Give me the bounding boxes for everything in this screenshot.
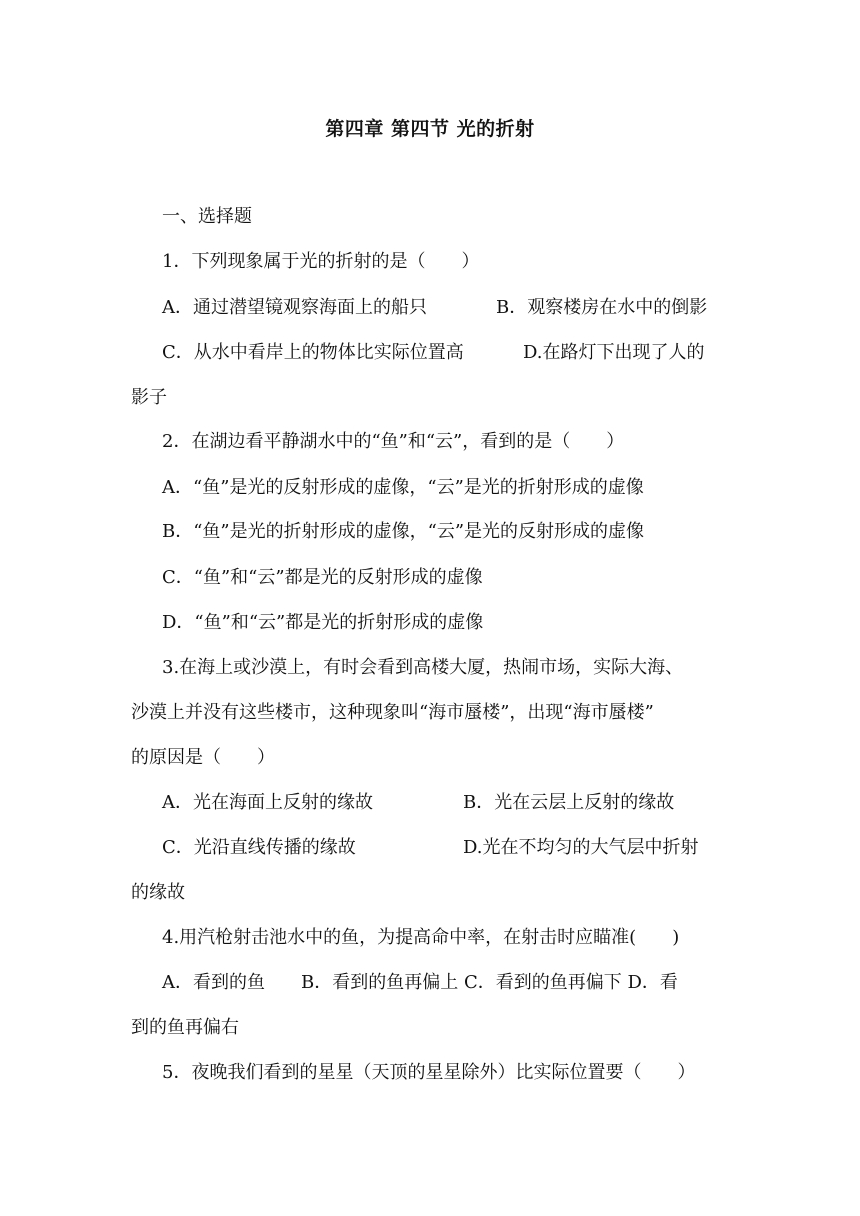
q3-stem-line1: 3.在海上或沙漠上，有时会看到高楼大厦，热闹市场，实际大海、 xyxy=(162,657,684,678)
q2-option-d: D．“鱼”和“云”都是光的折射形成的虚像 xyxy=(162,612,484,633)
q3-stem-line2: 沙漠上并没有这些楼市，这种现象叫“海市蜃楼”，出现“海市蜃楼” xyxy=(131,702,654,723)
section-heading: 一、选择题 xyxy=(162,206,252,227)
q3-stem-line3: 的原因是（ ） xyxy=(131,747,275,768)
page-title: 第四章 第四节 光的折射 xyxy=(325,118,535,140)
q3-option-d-continued: 的缘故 xyxy=(131,882,185,903)
q1-option-a: A．通过潜望镜观察海面上的船只 xyxy=(162,297,427,318)
q4-stem: 4.用汽枪射击池水中的鱼，为提高命中率，在射击时应瞄准( ) xyxy=(162,927,680,948)
q3-option-c: C．光沿直线传播的缘故 xyxy=(162,837,356,858)
q2-option-b: B．“鱼”是光的折射形成的虚像，“云”是光的反射形成的虚像 xyxy=(162,521,645,542)
q4-options: A．看到的鱼 B．看到的鱼再偏上 C．看到的鱼再偏下 D．看 xyxy=(162,972,678,993)
q1-option-d-continued: 影子 xyxy=(131,387,167,408)
q1-option-b: B．观察楼房在水中的倒影 xyxy=(496,297,708,318)
q4-options-continued: 到的鱼再偏右 xyxy=(131,1017,239,1038)
q2-option-c: C．“鱼”和“云”都是光的反射形成的虚像 xyxy=(162,567,483,588)
q3-option-d: D.光在不均匀的大气层中折射 xyxy=(463,837,699,858)
q3-option-b: B．光在云层上反射的缘故 xyxy=(463,792,675,813)
q1-option-d: D.在路灯下出现了人的 xyxy=(523,342,705,363)
q1-stem: 1．下列现象属于光的折射的是（ ） xyxy=(162,251,480,272)
q3-option-a: A．光在海面上反射的缘故 xyxy=(162,792,373,813)
q1-option-c: C．从水中看岸上的物体比实际位置高 xyxy=(162,342,464,363)
q2-option-a: A．“鱼”是光的反射形成的虚像，“云”是光的折射形成的虚像 xyxy=(162,477,644,498)
q5-stem: 5．夜晚我们看到的星星（天顶的星星除外）比实际位置要（ ） xyxy=(162,1062,696,1083)
q2-stem: 2．在湖边看平静湖水中的“鱼”和“云”，看到的是（ ） xyxy=(162,431,625,452)
